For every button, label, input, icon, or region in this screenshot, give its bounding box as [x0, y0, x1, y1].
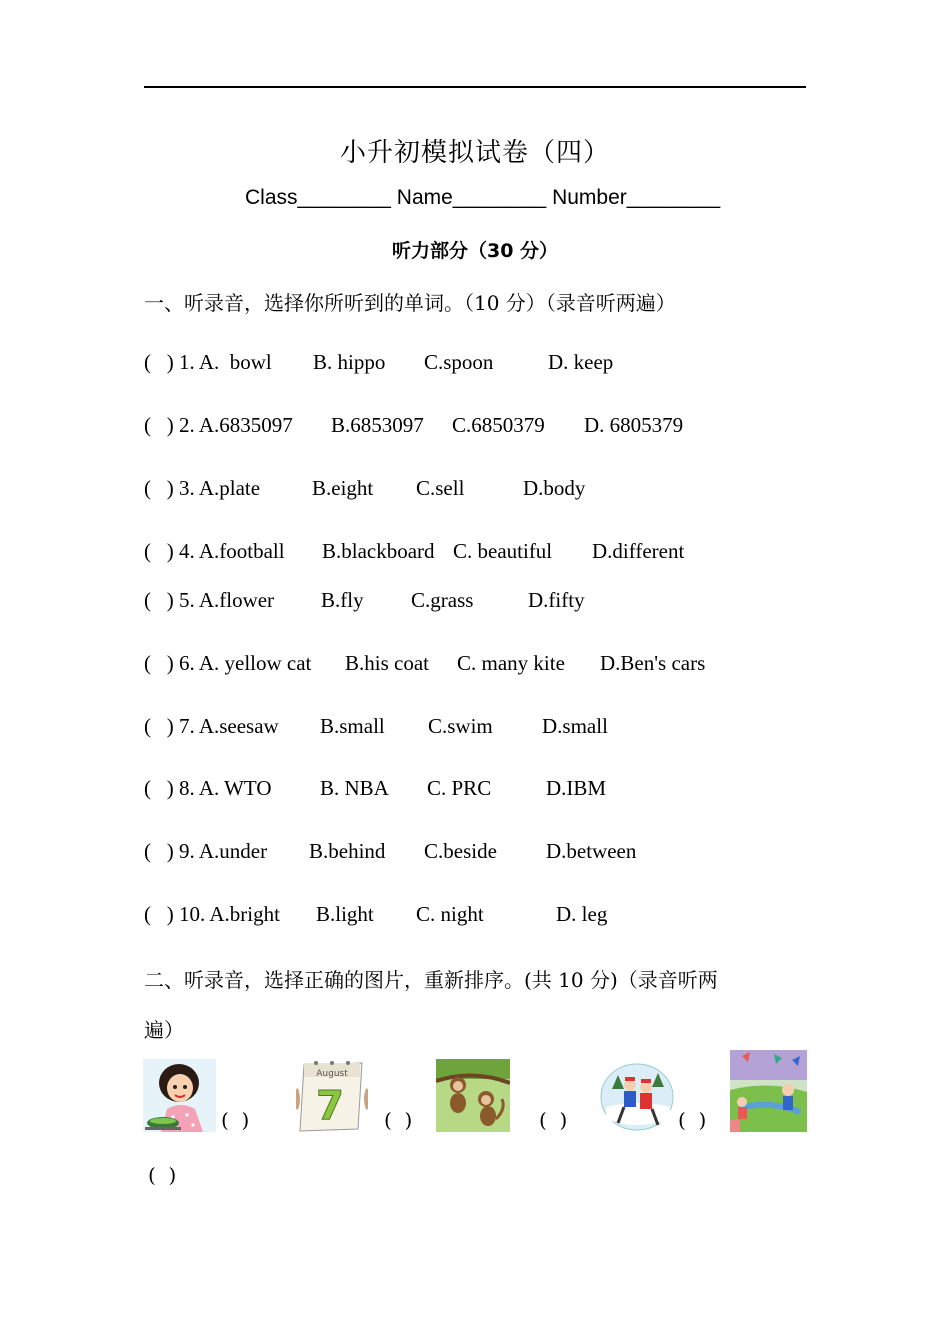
- option-d: D.small: [542, 714, 608, 738]
- top-rule: [144, 86, 806, 88]
- option-b: B.fly: [321, 588, 364, 612]
- calendar-picture: [296, 1059, 368, 1132]
- section-1-heading: 一、听录音，选择你所听到的单词。（10 分）（录音听两遍）: [144, 291, 676, 315]
- option-d: D.Ben's cars: [600, 651, 706, 675]
- answer-blank[interactable]: ( ): [221, 1108, 250, 1132]
- option-d: D.different: [592, 539, 685, 563]
- option-b: B.blackboard: [322, 539, 435, 563]
- question-prefix: ( ) 4. A.football: [144, 539, 285, 563]
- kids-kite-park-picture: [730, 1050, 807, 1132]
- question-prefix: ( ) 8. A. WTO: [144, 776, 272, 800]
- option-b: B.light: [316, 902, 374, 926]
- listening-section-heading: 听力部分（30 分）: [391, 240, 559, 262]
- option-c: C. beautiful: [453, 539, 553, 563]
- option-d: D.IBM: [546, 776, 607, 800]
- question-prefix: ( ) 5. A.flower: [144, 588, 275, 612]
- option-c: C.grass: [411, 588, 474, 612]
- calendar-day: 7: [316, 1083, 344, 1129]
- option-b: B. NBA: [320, 776, 389, 800]
- option-b: B. hippo: [313, 350, 386, 374]
- question-prefix: ( ) 10. A.bright: [144, 902, 280, 926]
- option-b: B.6853097: [331, 413, 424, 437]
- option-d: D. keep: [548, 350, 614, 374]
- answer-blank[interactable]: ( ): [539, 1108, 568, 1132]
- question-prefix: ( ) 2. A.6835097: [144, 413, 293, 437]
- option-c: C.6850379: [452, 413, 545, 437]
- option-b: B.behind: [309, 839, 386, 863]
- option-c: C.swim: [428, 714, 493, 738]
- student-info-line: Class________ Name________ Number________: [245, 186, 721, 209]
- option-d: D.between: [546, 839, 637, 863]
- calendar-month: August: [316, 1069, 348, 1079]
- option-c: C.sell: [416, 476, 465, 500]
- girl-cooking-picture: [143, 1059, 216, 1132]
- section-2-heading-continued: 遍）: [144, 1018, 184, 1042]
- section-2-heading: 二、听录音，选择正确的图片，重新排序。(共 10 分)（录音听两: [144, 968, 718, 992]
- option-d: D.body: [523, 476, 586, 500]
- option-c: C. many kite: [457, 651, 565, 675]
- option-d: D.fifty: [528, 588, 585, 612]
- option-d: D. 6805379: [584, 413, 684, 437]
- option-c: C. night: [416, 902, 484, 926]
- option-c: C. PRC: [427, 776, 492, 800]
- option-c: C.beside: [424, 839, 497, 863]
- question-prefix: ( ) 1. A. bowl: [144, 350, 272, 374]
- option-c: C.spoon: [424, 350, 494, 374]
- option-b: B.eight: [312, 476, 374, 500]
- page-title: 小升初模拟试卷（四）: [339, 138, 610, 168]
- option-b: B.small: [320, 714, 385, 738]
- question-prefix: ( ) 3. A.plate: [144, 476, 261, 500]
- question-prefix: ( ) 7. A.seesaw: [144, 714, 279, 738]
- kids-skating-picture: [600, 1059, 674, 1132]
- option-d: D. leg: [556, 902, 608, 926]
- answer-blank-last[interactable]: ( ): [148, 1163, 177, 1187]
- question-prefix: ( ) 6. A. yellow cat: [144, 651, 312, 675]
- question-prefix: ( ) 9. A.under: [144, 839, 268, 863]
- option-b: B.his coat: [345, 651, 429, 675]
- answer-blank[interactable]: ( ): [678, 1108, 707, 1132]
- answer-blank[interactable]: ( ): [384, 1108, 413, 1132]
- monkeys-picture: [436, 1059, 510, 1132]
